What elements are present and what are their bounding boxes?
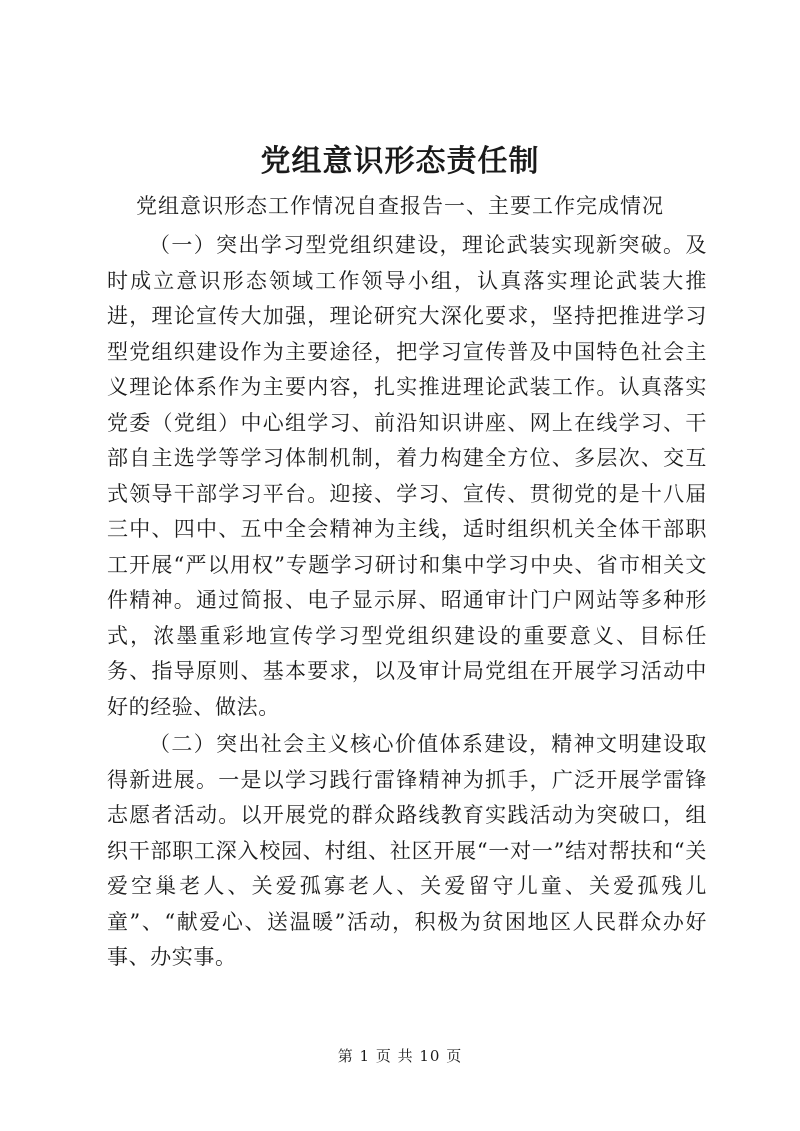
- document-body: [107, 228, 707, 976]
- page-number-footer: 第 1 页 共 10 页: [337, 1047, 463, 1065]
- document-title: 党组意识形态责任制: [260, 144, 540, 179]
- document-subtitle: 党组意识形态工作情况自查报告一、主要工作完成情况: [136, 194, 664, 218]
- paragraph-1: （一）突出学习型党组织建设，理论武装实现新突破。及时成立意识形态领域工作领导小组，认真落实理论武装大推进，理论宣传大加强，理论研究大深化要求，坚持把推进学习型党组织建设作为主要途径，把学习宣传普及中国特色社会主义理论体系作为主要内容，扎实推进理论武装工作。认真落实党委（党组）中心组学习、前沿知识讲座、网上在线学习、干部自主选学等学习体制机制，着力构建全方位、多层次、交互式领导干部学习平台。迎接、学习、宣传、贯彻党的是十八届三中、四中、五中全会精神为主线，适时组织机关全体干部职工开展“严以用权”专题学习研讨和集中学习中央、省市相关文件精神。通过简报、电子显示屏、昭通审计门户网站等多种形式，浓墨重彩地宣传学习型党组织建设的重要意义、目标任务、指导原则、基本要求，以及审计局党组在开展学习活动中好的经验、做法。: [107, 233, 707, 719]
- paragraph-2: （二）突出社会主义核心价值体系建设，精神文明建设取得新进展。一是以学习践行雷锋精神为抓手，广泛开展学雷锋志愿者活动。以开展党的群众路线教育实践活动为突破口，组织干部职工深入校园、村组、社区开展“一对一”结对帮扶和“关爱空巢老人、关爱孤寡老人、关爱留守儿童、关爱孤残儿童”、“献爱心、送温暖”活动，积极为贫困地区人民群众办好事、办实事。: [107, 732, 707, 969]
